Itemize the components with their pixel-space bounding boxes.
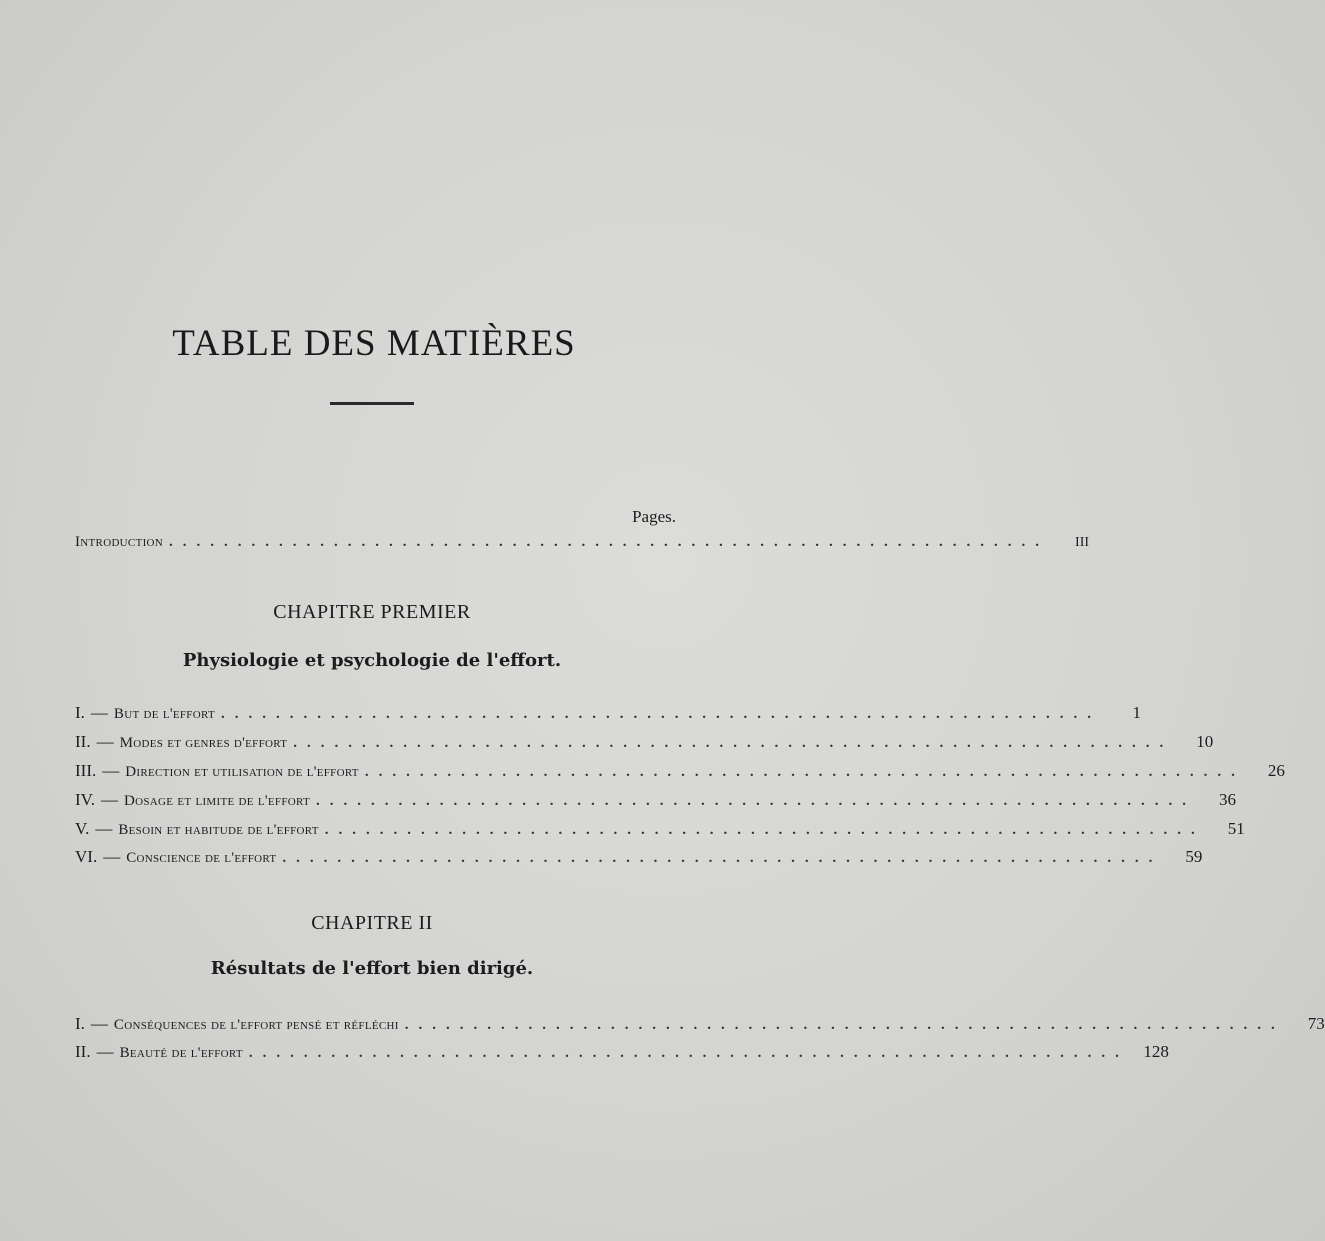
toc-entry-dash: —: [96, 1042, 114, 1061]
toc-entry-label: Modes et genres d'effort: [119, 735, 288, 751]
toc-entry[interactable]: [75, 819, 1245, 841]
toc-entry-page: 10: [1196, 732, 1214, 751]
dot-leader: ................................................................: [293, 735, 1174, 751]
toc-entry-page: 1: [1132, 703, 1141, 722]
dot-leader: ................................................................: [220, 706, 1101, 722]
toc-entry-number: III.: [75, 761, 97, 780]
chapter-heading: CHAPITRE II: [311, 912, 433, 934]
toc-entry-page: 26: [1267, 761, 1285, 780]
chapter-subtitle: Résultats de l'effort bien dirigé.: [210, 958, 534, 979]
toc-entry-page: 73: [1307, 1014, 1325, 1033]
toc-entry-dash: —: [102, 761, 120, 780]
toc-entry[interactable]: [75, 732, 1214, 754]
toc-entry-label: Dosage et limite de l'effort: [124, 793, 310, 809]
toc-entry[interactable]: [75, 703, 1141, 725]
page-title: TABLE DES MATIÈRES: [172, 323, 576, 364]
dot-leader: ................................................................: [364, 764, 1245, 780]
dot-leader: ................................................................: [169, 534, 1050, 550]
toc-entry[interactable]: [75, 761, 1285, 783]
toc-entry-label: Conscience de l'effort: [126, 850, 277, 866]
toc-entry-page: 36: [1218, 790, 1236, 809]
toc-entry-page: III: [1075, 535, 1090, 550]
toc-entry-dash: —: [96, 732, 114, 751]
dot-leader: ................................................................: [404, 1017, 1285, 1033]
toc-entry-dash: —: [90, 1014, 108, 1033]
toc-entry-label: Beauté de l'effort: [119, 1045, 243, 1061]
toc-entry-page: 128: [1143, 1042, 1169, 1061]
toc-entry-dash: —: [95, 819, 113, 838]
toc-entry-label: Besoin et habitude de l'effort: [118, 822, 319, 838]
toc-entry-label: But de l'effort: [113, 706, 215, 722]
dot-leader: ................................................................: [315, 793, 1196, 809]
toc-entry-label: Introduction: [75, 534, 164, 550]
toc-entry-page: 59: [1185, 847, 1203, 866]
toc-entry-number: I.: [75, 703, 85, 722]
toc-entry-number: IV.: [75, 790, 95, 809]
toc-entry-introduction[interactable]: [75, 534, 1090, 556]
toc-entry[interactable]: [75, 847, 1203, 869]
toc-entry-number: II.: [75, 1042, 91, 1061]
title-rule: [330, 402, 414, 405]
toc-entry-dash: —: [103, 847, 121, 866]
toc-entry-dash: —: [101, 790, 118, 809]
toc-entry-dash: —: [90, 703, 108, 722]
toc-entry[interactable]: [75, 1014, 1325, 1036]
toc-entry[interactable]: [75, 1042, 1169, 1064]
toc-entry-number: I.: [75, 1014, 85, 1033]
toc-entry-label: Direction et utilisation de l'effort: [125, 764, 359, 780]
toc-entry-label: Conséquences de l'effort pensé et réfléchi: [113, 1017, 399, 1033]
chapter-heading: CHAPITRE PREMIER: [273, 601, 471, 623]
toc-entry-number: VI.: [75, 847, 98, 866]
toc-entry[interactable]: [75, 790, 1236, 812]
toc-entry-page: 51: [1227, 819, 1245, 838]
pages-column-label: Pages.: [632, 507, 676, 526]
dot-leader: ................................................................: [248, 1045, 1129, 1061]
chapter-subtitle: Physiologie et psychologie de l'effort.: [182, 650, 562, 671]
toc-entry-number: V.: [75, 819, 90, 838]
dot-leader: ................................................................: [282, 850, 1163, 866]
toc-entry-number: II.: [75, 732, 91, 751]
dot-leader: ................................................................: [324, 822, 1205, 838]
